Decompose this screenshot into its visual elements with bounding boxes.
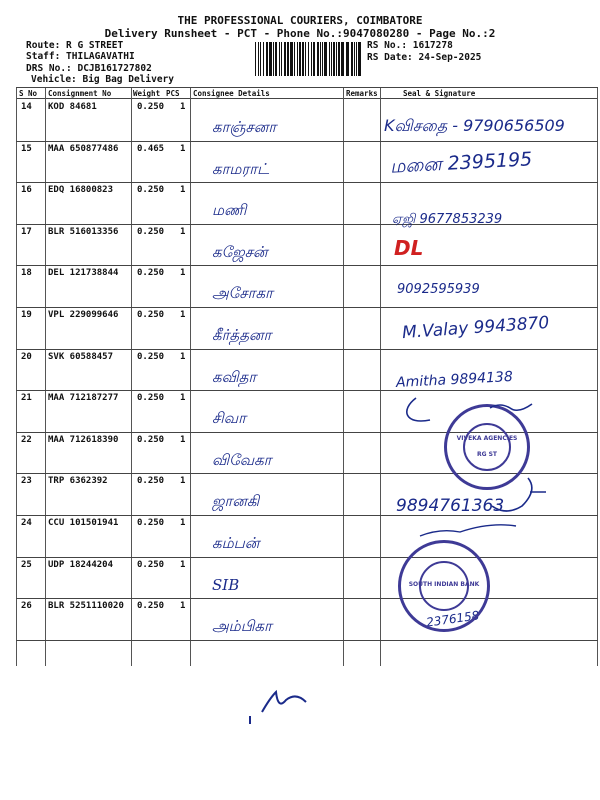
row-pcs: 1 — [180, 102, 186, 112]
signature-row20: Amitha 9894138 — [395, 368, 514, 392]
signature-row18: 9092595939 — [397, 282, 480, 297]
row-weight: 0.250 — [137, 226, 165, 237]
stamp-text: VIVEKA AGENCIES — [456, 435, 518, 442]
drs-label: DRS No.: DCJB161727802 — [26, 63, 152, 74]
stamp-text: SOUTH INDIAN BANK — [408, 581, 480, 588]
row-weight: 0.250 — [137, 393, 165, 404]
col-header-remarks: Remarks — [346, 89, 378, 98]
row-sno: 22 — [21, 434, 32, 445]
row-consignee-name: கீர்த்தனா — [212, 326, 272, 344]
row-weight: 0.250 — [137, 518, 165, 528]
row-sno: 23 — [21, 476, 32, 487]
row-weight: 0.465 — [137, 143, 165, 154]
row-consignment-no: MAA 650877486 — [48, 143, 119, 154]
signature-row16: ஏஜி 9677853239 — [392, 212, 503, 227]
signature-row23: 9894761363 — [396, 496, 505, 516]
row-pcs: 1 — [180, 351, 186, 362]
row-consignment-no: MAA 712187277 — [48, 393, 119, 404]
runsheet-subtitle: Delivery Runsheet - PCT - Phone No.:9047080280 - Page No.:2 — [104, 27, 496, 40]
signature-row19: M.Valay 9943870 — [401, 312, 550, 344]
row-sno: 21 — [21, 393, 32, 404]
row-consignee-name: கம்பன் — [212, 534, 260, 552]
row-consignment-no: CCU 101501941 — [48, 518, 119, 528]
row-weight: 0.250 — [137, 268, 165, 279]
row-weight: 0.250 — [137, 351, 165, 362]
row-consignment-no: MAA 712618390 — [48, 434, 119, 445]
row-consignment-no: DEL 121738844 — [48, 268, 119, 279]
row-weight: 0.250 — [137, 476, 165, 487]
rs-date: RS Date: 24-Sep-2025 — [367, 52, 482, 63]
row-consignee-name: SIB — [212, 575, 240, 594]
row-consignee-name: மணி — [212, 201, 247, 220]
row-pcs: 1 — [180, 601, 186, 612]
row-pcs: 1 — [180, 185, 186, 196]
row-pcs: 1 — [180, 434, 186, 445]
col-header-weight: Weight — [133, 89, 161, 98]
row-pcs: 1 — [180, 559, 186, 570]
row-pcs: 1 — [180, 226, 186, 237]
row-consignee-name: காமராட் — [212, 159, 270, 178]
row-consignment-no: BLR 5251110020 — [48, 601, 124, 612]
row-consignment-no: EDQ 16800823 — [48, 185, 114, 196]
row-weight: 0.250 — [137, 559, 165, 570]
row-sno: 25 — [21, 559, 32, 570]
row-sno: 18 — [21, 268, 32, 279]
row-consignee-name: காஞ்சனா — [212, 118, 277, 136]
row-consignee-name: கஜேசன் — [212, 242, 268, 261]
col-header-consignee: Consignee Details — [193, 89, 270, 98]
row-weight: 0.250 — [137, 310, 165, 320]
row-pcs: 1 — [180, 143, 186, 154]
signature-row14: Kவிசதை - 9790656509 — [384, 116, 565, 135]
row-consignee-name: அசோகா — [212, 284, 273, 303]
rs-number: RS No.: 1617278 — [367, 40, 453, 51]
row-sno: 26 — [21, 601, 32, 612]
col-header-consignment: Consignment No — [48, 89, 112, 98]
row-sno: 16 — [21, 185, 32, 196]
row-weight: 0.250 — [137, 601, 165, 612]
row-pcs: 1 — [180, 393, 186, 404]
row-weight: 0.250 — [137, 102, 165, 112]
signature-row26: 2376158 — [425, 608, 481, 630]
stamp-text: RG ST — [476, 451, 498, 458]
row-pcs: 1 — [180, 310, 186, 320]
runsheet-title: THE PROFESSIONAL COURIERS, COIMBATORE — [177, 14, 423, 27]
row-consignment-no: SVK 60588457 — [48, 351, 114, 362]
row-consignment-no: BLR 516013356 — [48, 226, 119, 237]
row-consignment-no: TRP 6362392 — [48, 476, 108, 487]
row-consignment-no: UDP 18244204 — [48, 559, 114, 570]
remark-dl: DL — [394, 236, 424, 260]
vehicle-label: Vehicle: Big Bag Delivery — [31, 74, 174, 85]
signature-row15: மனை 2395195 — [389, 148, 533, 178]
row-consignee-name: அம்பிகா — [212, 617, 272, 636]
row-sno: 15 — [21, 143, 32, 154]
staff-label: Staff: THILAGAVATHI — [26, 51, 135, 62]
row-sno: 24 — [21, 518, 32, 528]
row-sno: 20 — [21, 351, 32, 362]
row-sno: 17 — [21, 226, 32, 237]
row-consignee-name: விவேகா — [212, 450, 272, 469]
row-pcs: 1 — [180, 518, 186, 528]
col-header-sno: S No — [19, 89, 38, 98]
col-header-pcs: PCS — [166, 89, 180, 98]
row-consignee-name: சிவா — [212, 409, 246, 428]
row-pcs: 1 — [180, 268, 186, 279]
row-consignment-no: KOD 84681 — [48, 102, 97, 112]
col-header-seal: Seal & Signature — [403, 89, 476, 98]
row-sno: 19 — [21, 310, 32, 320]
row-consignment-no: VPL 229099646 — [48, 310, 119, 320]
row-weight: 0.250 — [137, 185, 165, 196]
route-label: Route: R G STREET — [26, 40, 124, 51]
row-consignee-name: கவிதா — [212, 367, 257, 386]
row-weight: 0.250 — [137, 434, 165, 445]
row-sno: 14 — [21, 102, 32, 112]
row-consignee-name: ஜானகி — [212, 492, 260, 511]
row-pcs: 1 — [180, 476, 186, 487]
